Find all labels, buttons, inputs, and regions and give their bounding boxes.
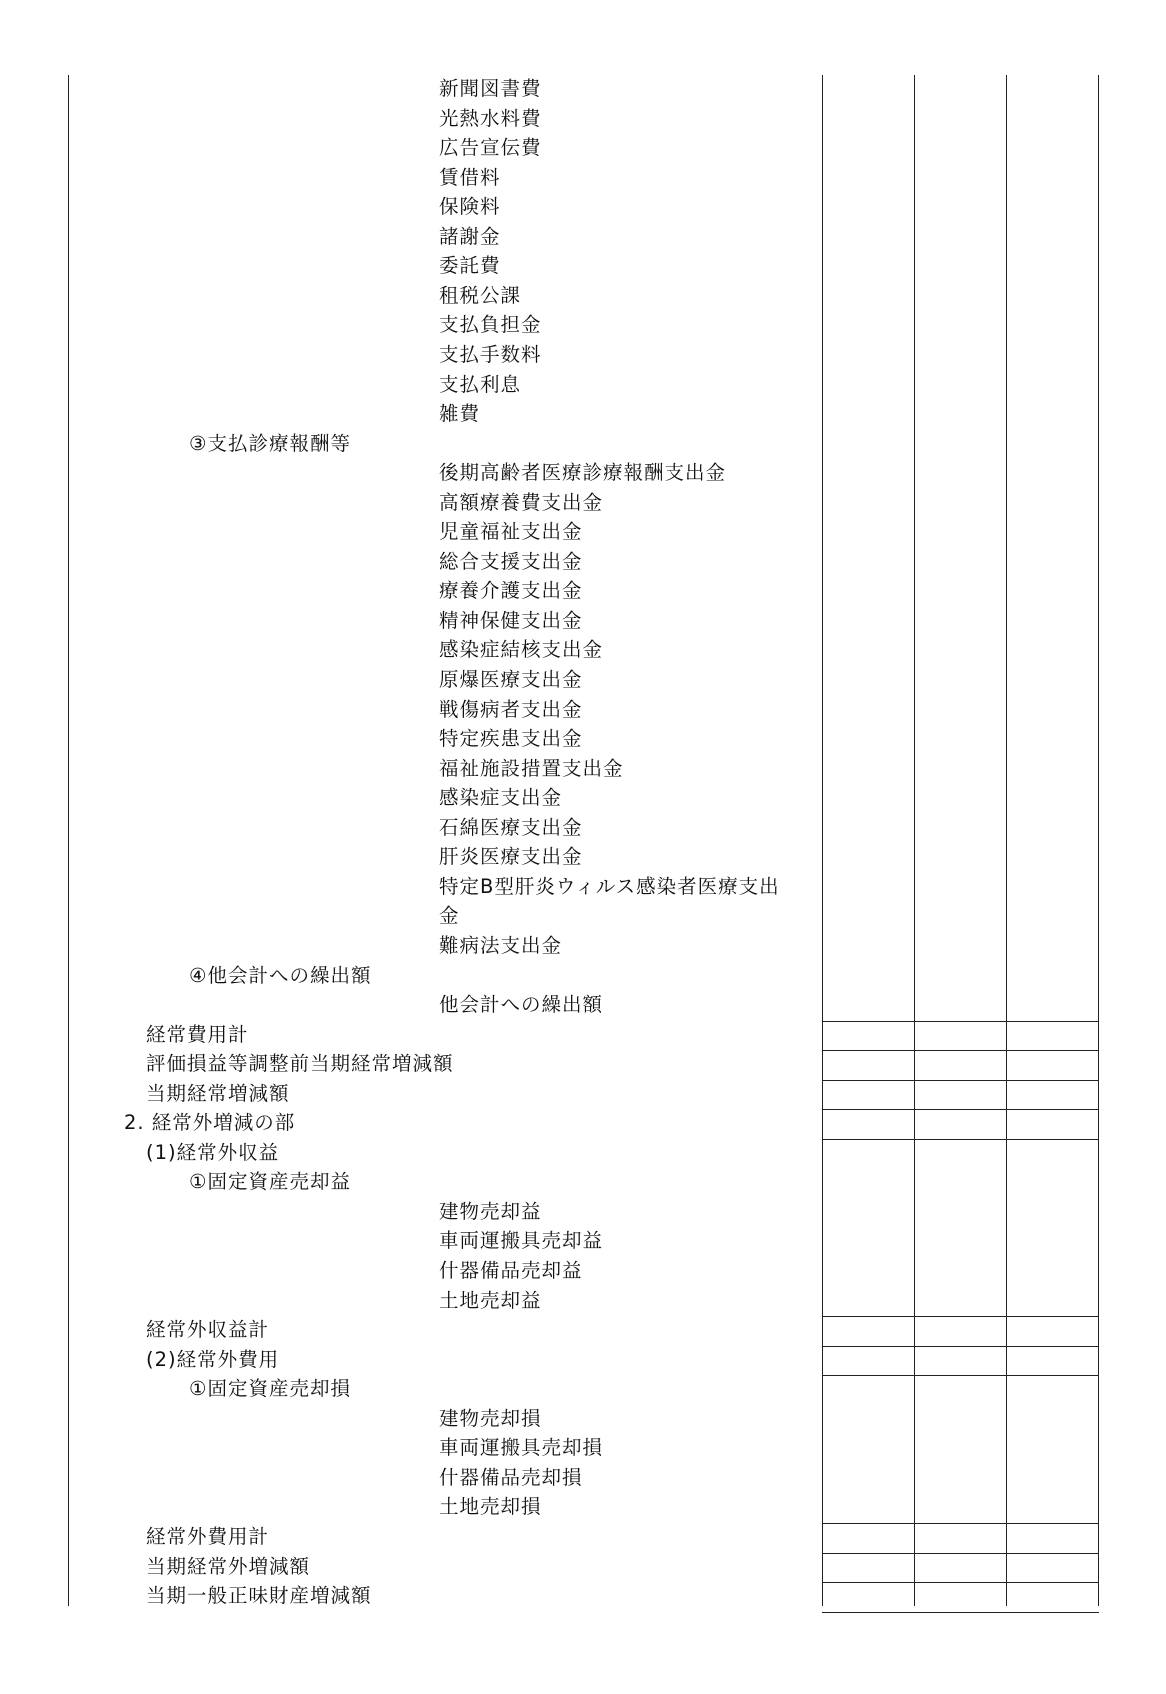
amount-cell-rule — [822, 1346, 1099, 1347]
account-item-label: 建物売却益 — [439, 1199, 542, 1223]
account-item-label: 療養介護支出金 — [439, 579, 583, 603]
account-item-label: 石綿医療支出金 — [439, 815, 583, 839]
account-item-label: 新聞図書費 — [439, 77, 542, 100]
account-subtotal-label: (2)経常外費用 — [146, 1347, 280, 1371]
account-row — [0, 371, 820, 401]
account-row — [0, 1021, 820, 1051]
account-row — [0, 282, 820, 312]
amount-cell-rule — [822, 1582, 1099, 1583]
account-subtotal-label: 当期経常増減額 — [146, 1081, 290, 1105]
account-row — [0, 75, 820, 105]
account-row — [0, 1227, 820, 1257]
account-row — [0, 1198, 820, 1228]
account-item-label: 諸謝金 — [439, 224, 501, 248]
account-row — [0, 1257, 820, 1287]
account-row — [0, 341, 820, 371]
amount-cell-rule — [822, 1021, 1099, 1022]
amount-cell-rule — [822, 1050, 1099, 1051]
account-row — [0, 1050, 820, 1080]
account-item-label: 支払負担金 — [439, 313, 542, 337]
account-item-label: 土地売却益 — [439, 1288, 542, 1312]
account-row — [0, 1109, 820, 1139]
amount-cell-rule — [822, 1553, 1099, 1554]
account-item-label: 特定B型肝炎ウィルス感染者医療支出 — [439, 874, 780, 898]
account-item-label: 感染症支出金 — [439, 786, 563, 810]
account-row — [0, 843, 820, 873]
account-row — [0, 696, 820, 726]
account-item-label: 精神保健支出金 — [439, 608, 583, 632]
account-item-label: 原爆医療支出金 — [439, 668, 583, 691]
account-subtotal-label: 経常外収益計 — [146, 1318, 270, 1342]
account-row — [0, 607, 820, 637]
account-row — [0, 223, 820, 253]
account-item-label: 肝炎医療支出金 — [439, 845, 583, 869]
account-row — [0, 725, 820, 755]
account-row — [0, 1582, 820, 1612]
account-row — [0, 1553, 820, 1583]
account-item-label: 什器備品売却益 — [439, 1259, 583, 1282]
account-item-label: 支払手数料 — [439, 342, 542, 366]
account-item-label: 雑費 — [439, 402, 481, 426]
account-row — [0, 518, 820, 548]
account-item-label: 車両運搬具売却損 — [439, 1436, 604, 1460]
amount-cell-rule — [822, 1523, 1099, 1524]
account-item-label: 車両運搬具売却益 — [439, 1229, 604, 1253]
account-item-label: 賃借料 — [439, 165, 501, 189]
account-row — [0, 1493, 820, 1523]
account-item-label: 福祉施設措置支出金 — [439, 756, 624, 780]
account-item-label: 総合支援支出金 — [439, 549, 583, 573]
account-item-label: 他会計への繰出額 — [439, 993, 604, 1017]
account-row — [0, 1434, 820, 1464]
account-row — [0, 577, 820, 607]
account-item-label: 後期高齢者医療診療報酬支出金 — [439, 461, 727, 485]
account-row — [0, 1464, 820, 1494]
account-item-label: 特定疾患支出金 — [439, 727, 583, 751]
account-item-label: 支払利息 — [439, 372, 522, 396]
amount-cell-rule — [822, 1109, 1099, 1110]
account-row — [0, 1405, 820, 1435]
account-item-label: 保険料 — [439, 195, 501, 219]
account-row — [0, 459, 820, 489]
account-row — [0, 134, 820, 164]
account-subtotal-label: 経常外費用計 — [146, 1524, 270, 1548]
account-item-label: 建物売却損 — [439, 1406, 542, 1430]
account-row — [0, 755, 820, 785]
account-row — [0, 1523, 820, 1553]
account-item-label: 戦傷病者支出金 — [439, 697, 583, 721]
account-row — [0, 311, 820, 341]
account-row — [0, 489, 820, 519]
account-group-label: ①固定資産売却損 — [189, 1377, 351, 1401]
account-row — [0, 548, 820, 578]
account-item-label: 土地売却損 — [439, 1495, 542, 1519]
account-subtotal-label: (1)経常外収益 — [146, 1140, 280, 1164]
account-row — [0, 1316, 820, 1346]
account-row — [0, 1375, 820, 1405]
account-row — [0, 636, 820, 666]
account-row — [0, 991, 820, 1021]
account-item-label: 高額療養費支出金 — [439, 490, 604, 514]
account-group-label: ①固定資産売却益 — [189, 1170, 351, 1194]
account-row — [0, 902, 820, 932]
amount-cell-rule — [822, 1375, 1099, 1376]
account-row — [0, 814, 820, 844]
account-subtotal-label: 評価損益等調整前当期経常増減額 — [146, 1052, 454, 1076]
account-item-label: 光熱水料費 — [439, 106, 542, 130]
account-item-label: 広告宣伝費 — [439, 136, 542, 160]
account-row — [0, 252, 820, 282]
section-heading: 2. 経常外増減の部 — [124, 1111, 296, 1135]
account-item-label: 租税公課 — [439, 283, 522, 307]
account-row — [0, 105, 820, 135]
account-row — [0, 962, 820, 992]
account-row — [0, 666, 820, 696]
account-item-label: 委託費 — [439, 254, 501, 278]
account-item-label: 什器備品売却損 — [439, 1465, 583, 1489]
account-row — [0, 400, 820, 430]
amount-cell-rule — [822, 1316, 1099, 1317]
account-row — [0, 430, 820, 460]
account-item-label: 難病法支出金 — [439, 933, 563, 957]
amount-cell-rule — [822, 1139, 1099, 1140]
account-group-label: ④他会計への繰出額 — [189, 963, 372, 987]
account-row — [0, 1287, 820, 1317]
account-item-label: 感染症結核支出金 — [439, 638, 604, 662]
account-row — [0, 164, 820, 194]
account-group-label: ③支払診療報酬等 — [189, 431, 351, 455]
amount-cell-rule — [822, 1080, 1099, 1081]
account-subtotal-label: 経常費用計 — [146, 1022, 249, 1046]
account-row — [0, 193, 820, 223]
account-subtotal-label: 当期一般正味財産増減額 — [146, 1584, 372, 1608]
account-item-label: 金 — [439, 904, 460, 928]
account-row — [0, 1168, 820, 1198]
account-row — [0, 784, 820, 814]
amount-cell-rule — [822, 1612, 1099, 1613]
account-row — [0, 1346, 820, 1376]
account-item-label: 児童福祉支出金 — [439, 520, 583, 544]
account-subtotal-label: 当期経常外増減額 — [146, 1554, 311, 1578]
account-row — [0, 932, 820, 962]
account-row — [0, 873, 820, 903]
table-left-border — [68, 75, 69, 1606]
account-row — [0, 1139, 820, 1169]
account-row — [0, 1080, 820, 1110]
